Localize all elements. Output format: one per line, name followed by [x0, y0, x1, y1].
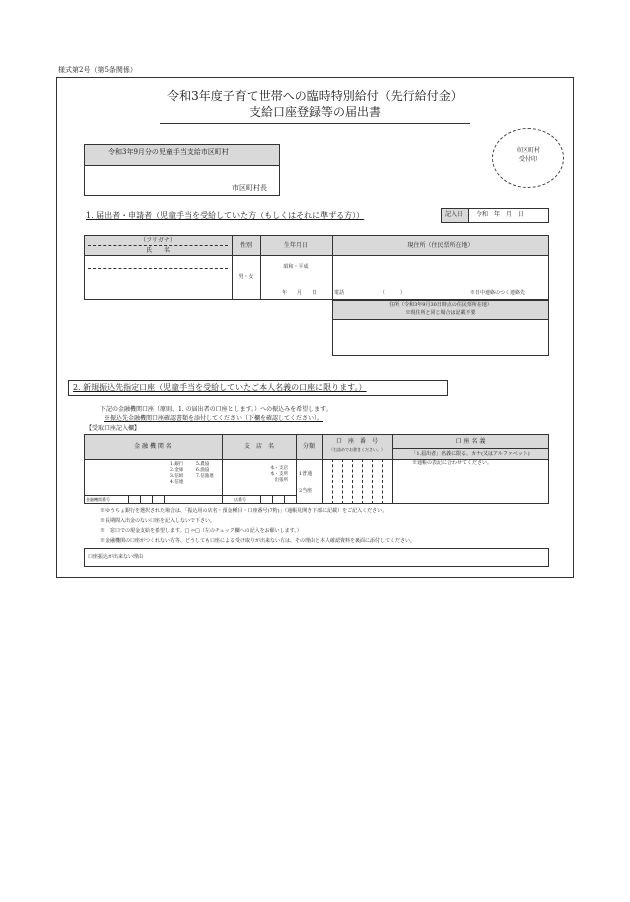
furigana-header: （フリガナ） [140, 237, 176, 244]
phone-label: 電話 [334, 290, 345, 296]
account-type-header: 分類 [302, 443, 315, 450]
reason-box[interactable] [84, 548, 549, 567]
section2-note1: 下記の金融機関口座（原則、1. の届出者の口座とします。）への振込みを希望します。 [100, 406, 332, 413]
footnote-no-account: ※金融機関の口座がつくれない方等、どうしても口座による受け取りが出来ない方は、その理由と本人確認資料を裏面に添付してください。 [100, 538, 416, 544]
branch-type-1[interactable]: 本・支店 [270, 466, 288, 471]
gender-header: 性別 [239, 242, 252, 249]
bank-code-label: 金融機関番号 [86, 497, 110, 502]
section1-heading: 1. 届出者・申請者（児童手当を受給していた方（もしくはそれに準ずる方）） [86, 211, 365, 220]
prev-address-label: 住所（令和3年9月30日時点の住民票所在地） [389, 302, 492, 308]
title-divider [160, 123, 470, 124]
bank-type-5[interactable]: 5.農協 [196, 462, 210, 467]
account-name-note2: ※通帳の表記に合わせてください。 [412, 460, 493, 466]
footnote-cash[interactable]: ※ 窓口での現金支給を希望します。□ ⇦□（左のチェック欄への記入をお願いします。） [100, 528, 302, 534]
form-title: 令和3年度子育て世帯への臨時特別給付（先行給付金） [167, 89, 463, 103]
bank-type-7[interactable]: 7.信漁連 [196, 473, 214, 479]
birth-header: 生年月日 [283, 242, 308, 249]
bank-type-3[interactable]: 3.信組 [170, 473, 184, 479]
account-type-current[interactable]: 2当座 [299, 488, 313, 494]
bank-type-2[interactable]: 2.金庫 [170, 467, 184, 473]
bank-type-options-2[interactable] [196, 462, 214, 480]
branch-type-options[interactable] [270, 466, 288, 484]
bank-type-6[interactable]: 6.漁協 [196, 467, 210, 473]
account-number-header: 口 座 番 号 [335, 438, 378, 445]
era-options[interactable]: 昭和・平成 [283, 264, 309, 270]
branch-code-label: 店番号 [234, 497, 246, 502]
birth-date-units: 年 月 日 [282, 290, 318, 296]
branch-type-2[interactable]: 本・支所 [270, 472, 288, 478]
name-header: 氏 名 [145, 247, 170, 254]
form-number: 様式第2号（第5条関係） [58, 66, 137, 74]
municipality-label: 令和3年9月分の児童手当支給市区町村 [108, 148, 229, 156]
account-number-sub: （右詰めでお書きください。） [329, 447, 385, 452]
bank-type-options[interactable] [170, 462, 183, 485]
reason-label: 口座振込が出来ない理由 [88, 554, 144, 560]
entry-date-label: 記入日 [445, 211, 464, 218]
footnote-yucho: ※ゆうちょ銀行を選択された場合は、「振込用の店名・預金種目・口座番号(7桁)」（通帳見開き下部に記載）をご記入ください。 [100, 508, 388, 514]
account-type-ordinary[interactable]: 1普通 [299, 471, 313, 477]
account-name-note1: 「1.届出者」名義に限る。カナ(又はアルファベット) [411, 451, 530, 457]
entry-date-value: 令和 年 月 日 [476, 211, 525, 218]
stamp-text-1: 市区町村 [515, 147, 540, 154]
phone-parens[interactable]: （ ） [380, 290, 406, 296]
bank-type-1[interactable]: 1.銀行 [170, 462, 184, 467]
receiving-label: 【受取口座記入欄】 [86, 425, 141, 432]
stamp-text-2: 受付印 [518, 156, 537, 163]
gender-options[interactable]: 男・女 [238, 274, 254, 280]
municipality-signature: 市区町村長 [232, 184, 267, 192]
section2-heading: 2. 新規振込先指定口座（児童手当を受給していたご本人名義の口座に限ります。） [73, 383, 367, 392]
prev-address-note: ※現住所と同じ場合は記載不要 [405, 310, 476, 316]
form-subtitle: 支給口座登録等の届出書 [248, 105, 381, 119]
account-name-header: 口 座 名 義 [455, 438, 486, 445]
bank-type-4[interactable]: 4.信連 [170, 479, 184, 485]
phone-note: ※日中連絡のつく連絡先 [470, 290, 526, 296]
branch-name-header: 支 店 名 [243, 443, 274, 450]
address-header: 現住所（住民票所在地） [407, 242, 474, 249]
section2-note2: ※振込先金融機関口座確認書類を添付してください（下欄を確認してください）。 [104, 415, 324, 422]
branch-type-3[interactable]: 出張所 [274, 478, 288, 484]
bank-name-header: 金 融 機 関 名 [134, 443, 172, 450]
footnote-dormant: ※長期間入出金のない口座を記入しないで下さい。 [100, 518, 216, 524]
